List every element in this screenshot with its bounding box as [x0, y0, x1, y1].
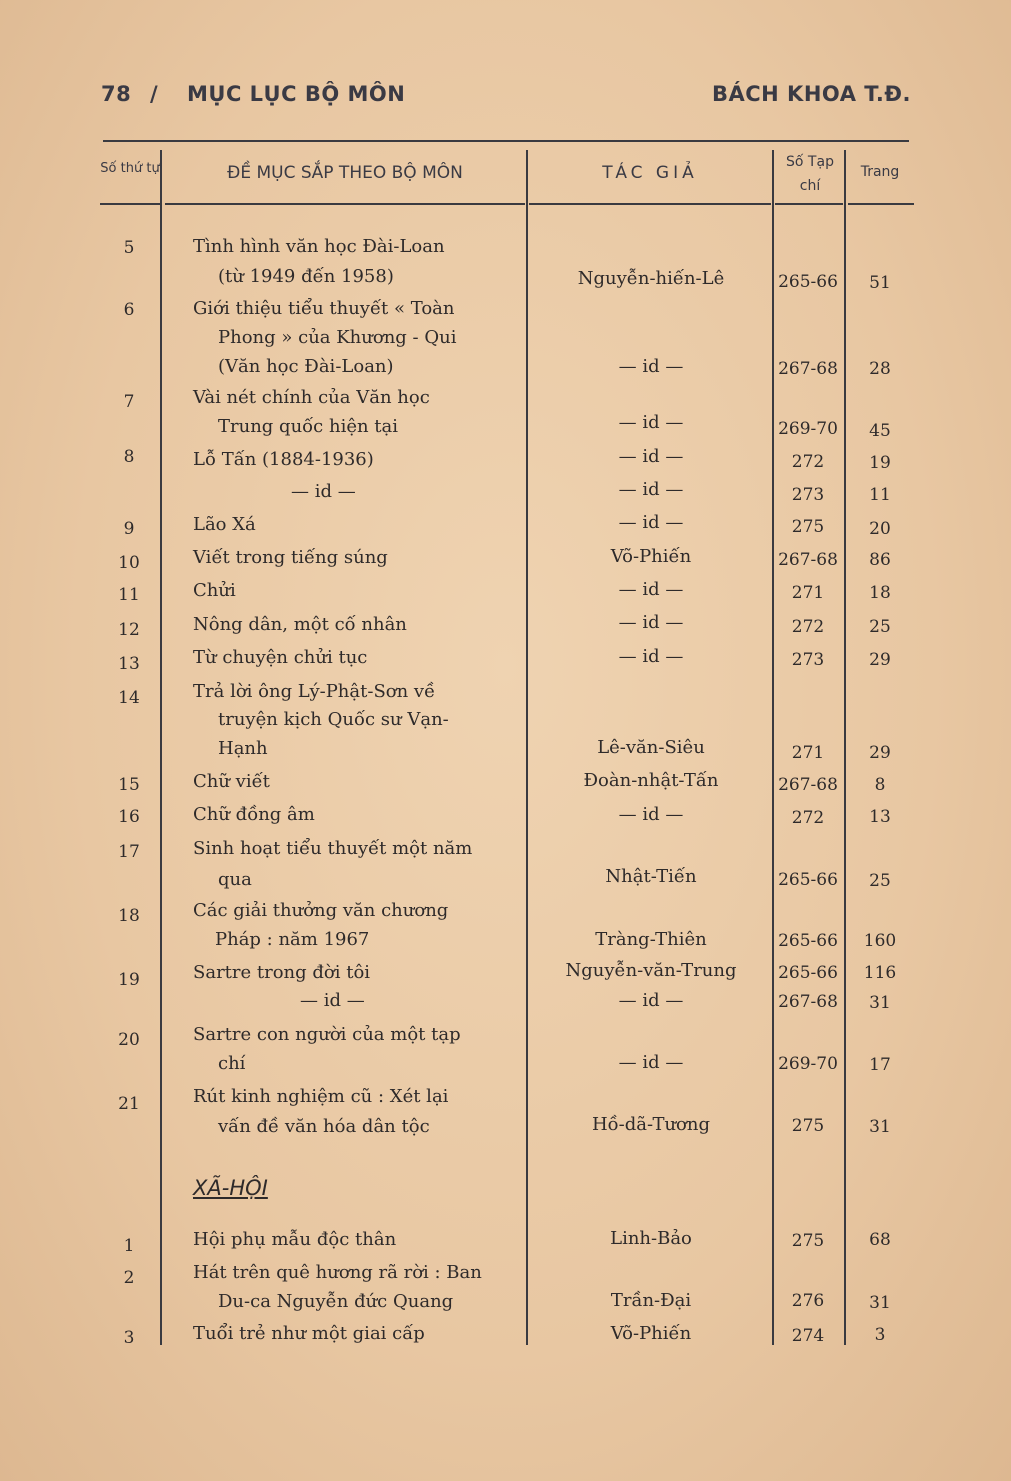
row-number: 1 [123, 1236, 135, 1256]
row-author: Lê-văn-Siêu [597, 737, 705, 758]
row-number: 12 [118, 620, 140, 640]
row-number: 16 [118, 807, 140, 827]
row-author: — id — [618, 646, 684, 667]
row-page: 19 [869, 453, 891, 473]
row-author: Nguyễn-hiến-Lê [577, 268, 725, 289]
row-author: Nhật-Tiến [605, 866, 697, 887]
row-issue: 275 [791, 1116, 825, 1136]
row-issue: 275 [791, 1231, 825, 1251]
row-title-line: Lão Xá [193, 514, 256, 535]
row-title-line: Hội phụ mẫu độc thân [193, 1229, 397, 1250]
row-page: 13 [869, 807, 891, 827]
column-header-page: Trang [860, 164, 900, 180]
row-author: — id — [618, 579, 684, 600]
row-page: 18 [869, 583, 891, 603]
row-title-line: Giới thiệu tiểu thuyết « Toàn [193, 298, 455, 319]
table-top-rule [103, 140, 909, 142]
row-title-line: vấn đề văn hóa dân tộc [218, 1116, 430, 1137]
row-title-line: Chữ viết [193, 771, 270, 792]
row-number: 3 [123, 1328, 135, 1348]
row-issue: 272 [791, 452, 825, 472]
column-divider-1 [160, 150, 162, 1345]
section-title: MỤC LỤC BỘ MÔN [187, 82, 406, 106]
row-title-line: Chữ đồng âm [193, 804, 315, 825]
header-separator: / [150, 82, 159, 106]
page-number: 78 [101, 82, 132, 106]
row-author: — id — [618, 1052, 684, 1073]
column-header-subject: ĐỀ MỤC SẮP THEO BỘ MÔN [227, 163, 463, 183]
row-page: 31 [869, 993, 891, 1013]
section-heading-xa-hoi: XÃ-HỘI [193, 1176, 268, 1200]
row-title-line: Du-ca Nguyễn đức Quang [218, 1291, 454, 1312]
column-divider-2 [526, 150, 528, 1345]
row-title-line: (Văn học Đài-Loan) [218, 356, 394, 377]
row-title-line: Hạnh [218, 738, 268, 759]
row-title-line: (từ 1949 đến 1958) [218, 266, 394, 287]
row-title-line: qua [218, 869, 252, 890]
header-underline-subject [165, 203, 525, 205]
row-issue: 272 [791, 617, 825, 637]
row-page: 86 [869, 550, 891, 570]
row-title-line: Hát trên quê hương rã rời : Ban [193, 1262, 482, 1283]
row-title-line: Rút kinh nghiệm cũ : Xét lại [193, 1086, 449, 1107]
row-page: 8 [874, 775, 886, 795]
row-page: 160 [863, 931, 897, 951]
row-number: 2 [123, 1268, 135, 1288]
row-author: Hồ-dã-Tương [591, 1114, 711, 1135]
row-title-line: Nông dân, một cố nhân [193, 614, 407, 635]
row-page: 28 [869, 359, 891, 379]
row-issue: 267-68 [778, 550, 838, 570]
row-title-line: Chửi [193, 580, 236, 601]
row-author: Đoàn-nhật-Tấn [583, 770, 719, 791]
row-page: 11 [869, 485, 891, 505]
row-author: — id — [618, 412, 684, 433]
row-page: 45 [869, 421, 891, 441]
row-title-line: — id — [300, 990, 365, 1011]
row-title-line: Trung quốc hiện tại [218, 416, 399, 437]
row-page: 25 [869, 617, 891, 637]
row-issue: 271 [791, 583, 825, 603]
row-number: 14 [118, 688, 140, 708]
row-issue: 276 [791, 1291, 825, 1311]
row-issue: 274 [791, 1326, 825, 1346]
row-issue: 273 [791, 650, 825, 670]
row-number: 21 [118, 1094, 140, 1114]
row-number: 11 [118, 585, 140, 605]
row-number: 6 [123, 300, 135, 320]
row-page: 116 [863, 963, 897, 983]
row-number: 17 [118, 842, 140, 862]
row-issue: 275 [791, 517, 825, 537]
row-title-line: Sartre con người của một tạp [193, 1024, 461, 1045]
column-header-number: Số thứ tự [100, 161, 160, 176]
row-author: Võ-Phiến [610, 546, 692, 567]
row-page: 3 [874, 1325, 886, 1345]
publication-name: BÁCH KHOA T.Đ. [712, 82, 911, 106]
row-title-line: Trả lời ông Lý-Phật-Sơn về [193, 681, 436, 702]
row-issue: 265-66 [778, 272, 838, 292]
row-issue: 271 [791, 743, 825, 763]
row-issue: 269-70 [778, 1054, 838, 1074]
row-page: 51 [869, 273, 891, 293]
row-author: Nguyễn-văn-Trung [565, 960, 737, 981]
column-header-author: TÁC GIẢ [602, 163, 698, 183]
header-underline-number [100, 203, 162, 205]
row-number: 10 [118, 553, 140, 573]
row-author: — id — [618, 512, 684, 533]
row-author: — id — [618, 804, 684, 825]
row-title-line: Viết trong tiếng súng [193, 547, 388, 568]
row-issue: 269-70 [778, 419, 838, 439]
header-underline-issue [775, 203, 843, 205]
row-author: — id — [618, 990, 684, 1011]
row-issue: 265-66 [778, 931, 838, 951]
row-issue: 267-68 [778, 359, 838, 379]
row-number: 7 [123, 392, 135, 412]
row-number: 9 [123, 519, 135, 539]
row-page: 68 [869, 1230, 891, 1250]
row-page: 29 [869, 743, 891, 763]
row-title-line: Sinh hoạt tiểu thuyết một năm [193, 838, 473, 859]
row-title-line: Tuổi trẻ như một giai cấp [193, 1323, 425, 1344]
row-title-line: chí [218, 1053, 246, 1074]
row-issue: 267-68 [778, 992, 838, 1012]
row-number: 20 [118, 1030, 140, 1050]
row-number: 19 [118, 970, 140, 990]
row-number: 8 [123, 447, 135, 467]
row-title-line: Các giải thưởng văn chương [193, 900, 449, 921]
row-number: 18 [118, 906, 140, 926]
row-issue: 267-68 [778, 775, 838, 795]
row-author: — id — [618, 356, 684, 377]
row-title-line: Lỗ Tấn (1884-1936) [193, 449, 374, 470]
header-underline-author [529, 203, 771, 205]
header-underline-page [848, 203, 914, 205]
row-author: — id — [618, 612, 684, 633]
row-page: 31 [869, 1293, 891, 1313]
row-author: Linh-Bảo [610, 1228, 692, 1249]
row-title-line: Sartre trong đời tôi [193, 962, 371, 983]
row-title-line: — id — [291, 481, 356, 502]
row-number: 15 [118, 775, 140, 795]
row-page: 20 [869, 519, 891, 539]
row-author: Trần-Đại [610, 1290, 692, 1311]
row-page: 31 [869, 1117, 891, 1137]
row-author: Võ-Phiến [610, 1323, 692, 1344]
row-issue: 273 [791, 485, 825, 505]
row-number: 13 [118, 654, 140, 674]
row-title-line: Pháp : năm 1967 [215, 929, 370, 950]
row-title-line: truyện kịch Quốc sư Vạn- [218, 709, 449, 730]
row-issue: 265-66 [778, 963, 838, 983]
row-page: 29 [869, 650, 891, 670]
row-page: 25 [869, 871, 891, 891]
row-issue: 272 [791, 808, 825, 828]
row-author: — id — [618, 446, 684, 467]
row-author: — id — [618, 479, 684, 500]
row-title-line: Tình hình văn học Đài-Loan [193, 236, 445, 257]
column-header-issue: Số Tạp chí [786, 154, 834, 194]
row-number: 5 [123, 238, 135, 258]
row-title-line: Từ chuyện chửi tục [193, 647, 368, 668]
row-author: Tràng-Thiên [595, 929, 707, 950]
row-page: 17 [869, 1055, 891, 1075]
row-issue: 265-66 [778, 870, 838, 890]
row-title-line: Vài nét chính của Văn học [193, 387, 430, 408]
row-title-line: Phong » của Khương - Qui [218, 327, 457, 348]
